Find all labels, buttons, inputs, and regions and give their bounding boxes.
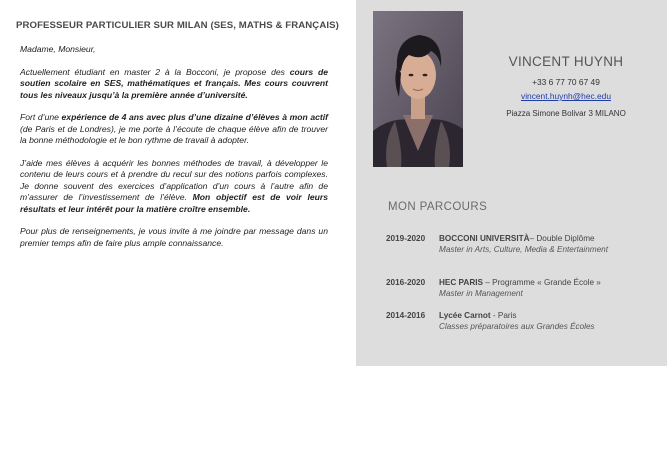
candidate-name: VINCENT HUYNH — [508, 54, 624, 69]
portrait-image — [373, 11, 463, 167]
entry-school: BOCCONI UNIVERSITÀ — [439, 234, 530, 243]
entry-heading — [439, 233, 609, 244]
experience-highlight: expérience de 4 ans avec plus d’une dizaine d’élèves à mon actif — [61, 112, 328, 123]
email-link[interactable]: vincent.huynh@hec.edu — [521, 91, 611, 101]
profile-photo — [373, 11, 463, 167]
entry-year: 2014-2016 — [386, 311, 426, 320]
method-text: J’aide mes élèves à acquérir les bonnes méthodes de travail, à développer le contenu de leurs cours et à prendre du recul sur des notions parfois complexes. Je donne souvent des exercices d’application d’un cours à l’autre afin de m’assurer de l’investissement de l’élève. — [20, 158, 328, 203]
entry-detail: Master in Management — [439, 289, 523, 298]
paragraph-experience — [20, 112, 328, 146]
entry-school: Lycée Carnot — [439, 311, 491, 320]
cover-letter — [20, 44, 328, 261]
entry-program: - Paris — [490, 311, 517, 320]
entry-body — [439, 277, 609, 299]
entry-heading — [439, 310, 609, 321]
paragraph-intro — [20, 67, 328, 101]
entry-detail: Classes préparatoires aux Grandes Écoles — [439, 322, 595, 331]
entry-year: 2016-2020 — [386, 278, 426, 287]
entry-program: – Programme « Grande École » — [482, 278, 601, 287]
salutation: Madame, Monsieur, — [20, 44, 96, 54]
entry-body — [439, 310, 609, 332]
paragraph-contact: Pour plus de renseignements, je vous invite à me joindre par message dans un premier temps afin de faire plus ample connaissance. — [20, 226, 328, 248]
entry-school: HEC PARIS — [439, 278, 483, 287]
phone-number: +33 6 77 70 67 49 — [532, 77, 600, 87]
entry-heading — [439, 277, 609, 288]
entry-program: – Double Diplôme — [529, 234, 595, 243]
entry-body — [439, 233, 609, 255]
entry-detail: Master in Arts, Culture, Media & Entertainment — [439, 245, 608, 254]
parcours-heading: MON PARCOURS — [388, 201, 488, 213]
page-title: PROFESSEUR PARTICULIER SUR MILAN (SES, MATHS & FRANÇAIS) — [16, 20, 339, 31]
experience-text-b: (de Paris et de Londres), je me porte à l’écoute de chaque élève afin de trouver la bonne méthodologie et le bon rythme de travail à adopter. — [20, 123, 328, 146]
intro-highlight: cours de soutien scolaire en SES, mathématiques et français. Mes cours couvrent tous les niveaux jusqu’à la première année d’université. — [20, 66, 329, 100]
method-highlight: Mon objectif est de voir leurs résultats et leur intérêt pour la matière croître ensemble. — [20, 192, 328, 214]
paragraph-method — [20, 158, 328, 215]
experience-text-a: Fort d’une — [20, 112, 62, 123]
postal-address: Piazza Simone Bolivar 3 MILANO — [506, 109, 626, 118]
entry-year: 2019-2020 — [386, 234, 426, 243]
intro-text: Actuellement étudiant en master 2 à la Bocconi, je propose des — [20, 66, 290, 77]
